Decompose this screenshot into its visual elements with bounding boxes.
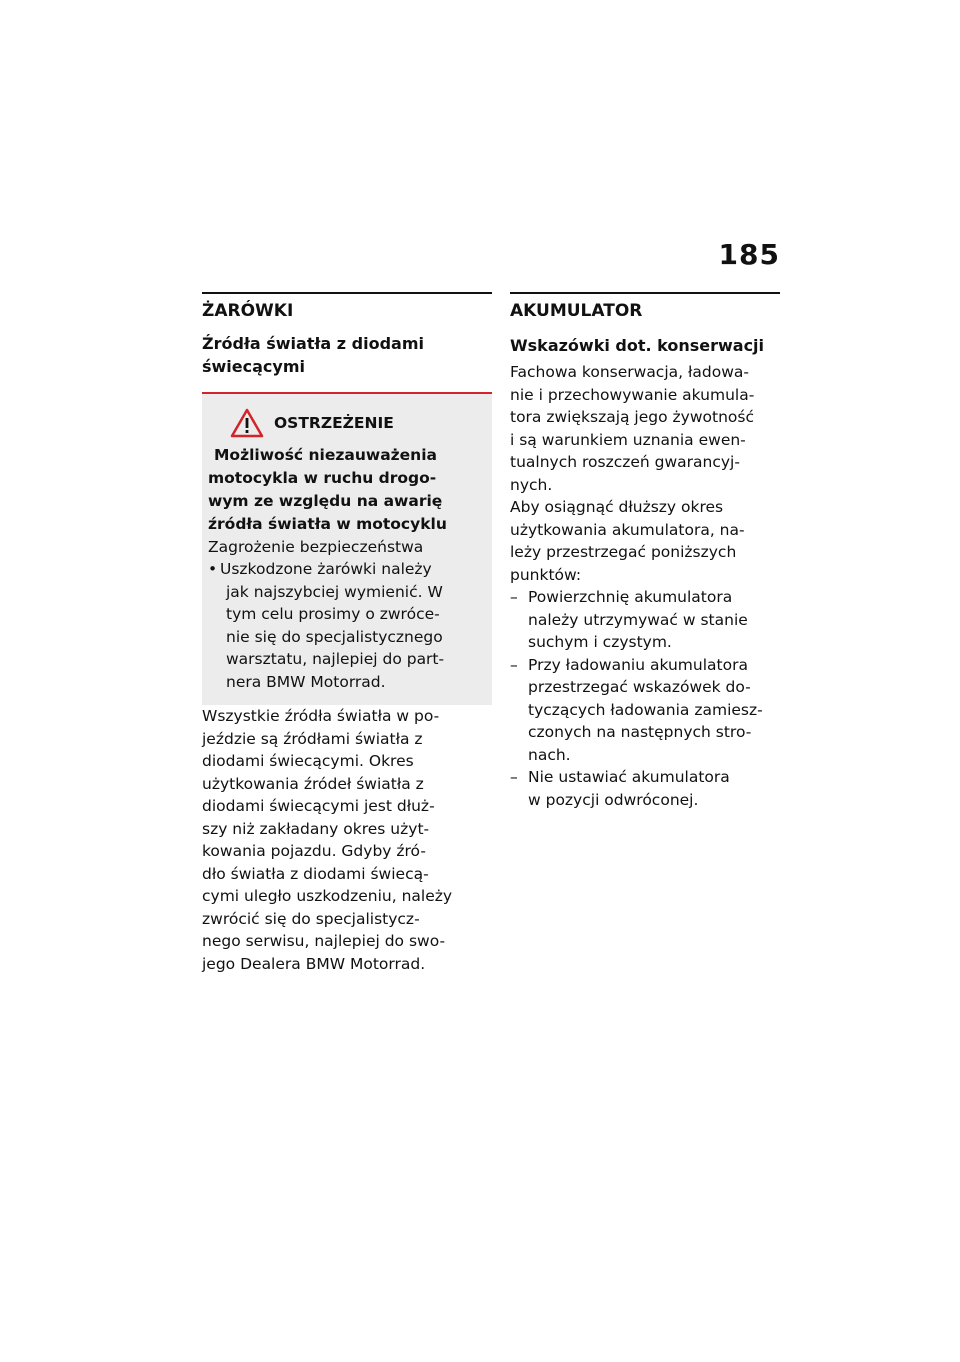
bullet-line: jak najszybciej wymienić. W	[226, 582, 443, 601]
dash-line: suchym i czystym.	[528, 633, 672, 651]
intro-line: nych.	[510, 475, 553, 494]
bullet-line: nera BMW Motorrad.	[226, 672, 386, 691]
paragraph-line: szy niż zakładany okres użyt-	[202, 819, 430, 838]
bullet-line: tym celu prosimy o zwróce-	[226, 605, 440, 623]
paragraph-line: cymi uległo uszkodzeniu, należy	[202, 887, 453, 905]
warning-bullet	[208, 558, 482, 693]
intro-line: leży przestrzegać poniższych	[510, 543, 737, 561]
subtitle-led	[202, 332, 492, 378]
paragraph-line: nego serwisu, najlepiej do swo-	[202, 932, 446, 950]
dash-line: należy utrzymywać w stanie	[528, 610, 748, 629]
paragraph-line: kowania pojazdu. Gdyby źró-	[202, 842, 426, 860]
right-column	[510, 292, 780, 811]
dash-line: tyczących ładowania zamiesz-	[528, 700, 763, 719]
warning-header	[230, 408, 482, 438]
warning-box	[202, 392, 492, 705]
warning-title: OSTRZEŻENIE	[274, 414, 394, 432]
section-rule	[202, 292, 492, 294]
paragraph-line: dło światła z diodami świecą-	[202, 864, 429, 883]
battery-intro	[510, 361, 780, 586]
intro-line: i są warunkiem uznania ewen-	[510, 430, 746, 449]
intro-line: punktów:	[510, 565, 582, 584]
dash-list-item	[510, 766, 780, 811]
subtitle-line: świecącymi	[202, 357, 305, 376]
dash-marker: –	[510, 588, 518, 606]
dash-list-item	[510, 654, 780, 767]
dash-line: Powierzchnię akumulatora	[528, 588, 733, 606]
intro-line: nie i przechowywanie akumula-	[510, 385, 755, 404]
intro-line: Fachowa konserwacja, ładowa-	[510, 363, 749, 381]
paragraph-line: diodami świecącymi. Okres	[202, 752, 414, 770]
dash-line: przestrzegać wskazówek do-	[528, 678, 751, 696]
bullet-line: warsztatu, najlepiej do part-	[226, 650, 445, 668]
intro-line: Aby osiągnąć dłuższy okres	[510, 498, 724, 516]
bullet-line: Uszkodzone żarówki należy	[220, 560, 432, 578]
paragraph-line: jeździe są źródłami światła z	[202, 729, 423, 748]
intro-line: tora zwiększają jego żywotność	[510, 408, 754, 426]
subtitle-line: Źródła światła z diodami	[202, 334, 424, 353]
bullet-dot: •	[208, 560, 218, 578]
warning-heading-line: motocykla w ruchu drogo-	[208, 469, 437, 487]
section-title-bulbs: ŻARÓWKI	[202, 301, 294, 321]
subtitle-maintenance: Wskazówki dot. konserwacji	[510, 336, 765, 355]
bullet-line: nie się do specjalistycznego	[226, 627, 443, 646]
warning-heading-line: wym ze względu na awarię	[208, 492, 443, 510]
paragraph-line: jego Dealera BMW Motorrad.	[202, 954, 426, 973]
warning-hazard: Zagrożenie bezpieczeństwa	[208, 538, 424, 556]
left-column	[202, 292, 492, 975]
paragraph-line: użytkowania źródeł światła z	[202, 774, 424, 793]
section-title-battery: AKUMULATOR	[510, 301, 643, 321]
page-number: 185	[718, 238, 780, 271]
paragraph-line: Wszystkie źródła światła w po-	[202, 707, 440, 725]
section-rule	[510, 292, 780, 294]
dash-marker: –	[510, 655, 518, 674]
paragraph-line: zwrócić się do specjalistycz-	[202, 909, 420, 928]
paragraph-line: diodami świecącymi jest dłuż-	[202, 797, 435, 815]
warning-heading	[208, 444, 482, 536]
warning-heading-line: Możliwość niezauważenia	[214, 446, 437, 464]
dash-line: Przy ładowaniu akumulatora	[528, 655, 748, 674]
dash-line: nach.	[528, 745, 571, 764]
dash-line: Nie ustawiać akumulatora	[528, 768, 730, 786]
warning-heading-line: źródła światła w motocyklu	[208, 515, 447, 533]
led-paragraph	[202, 705, 492, 975]
dash-line: czonych na następnych stro-	[528, 723, 752, 741]
intro-line: tualnych roszczeń gwarancyj-	[510, 453, 740, 471]
intro-line: użytkowania akumulatora, na-	[510, 520, 745, 539]
dash-marker: –	[510, 768, 518, 786]
warning-triangle-icon	[230, 408, 264, 438]
dash-line: w pozycji odwróconej.	[528, 790, 699, 809]
dash-list-item	[510, 586, 780, 654]
